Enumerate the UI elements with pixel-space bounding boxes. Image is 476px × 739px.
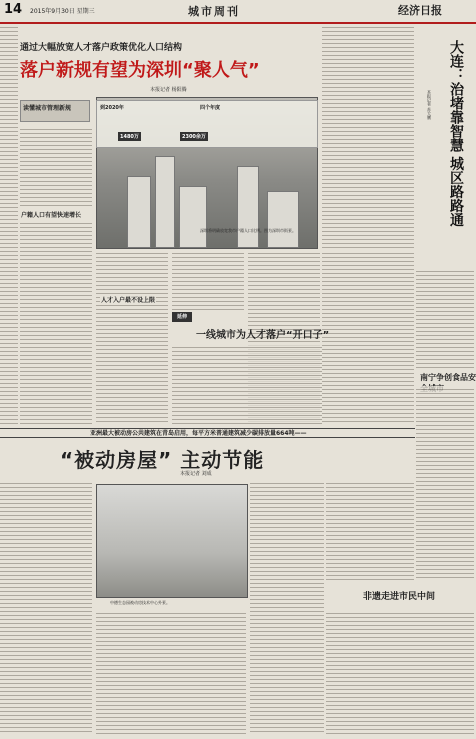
issue-date: 2015年9月30日 星期三 — [30, 8, 95, 15]
food-city-title: 南宁争创食品安 — [420, 373, 476, 382]
right-headline: 大连：治堵靠智慧 城区路路通 — [448, 40, 464, 227]
text-column-right — [322, 24, 414, 248]
bottom-headline: “被动房屋” 主动节能 — [60, 448, 265, 472]
lead-text-col2 — [96, 250, 168, 425]
stat-1: 1480万 — [120, 134, 139, 140]
infographic-label-1: 到2020年 — [100, 105, 124, 111]
right-text — [416, 268, 474, 368]
sidebar-title: 一线城市为人才落户“开口子” — [196, 330, 330, 341]
side-label: 读懂城市管理新规 — [20, 100, 90, 122]
lead-photo-caption: 深圳将明确放宽我市户籍人口比例。图为深圳市街景。 — [200, 228, 296, 233]
bottom-box-text — [326, 610, 474, 735]
bottom-text-col3 — [250, 480, 324, 735]
bottom-text-col2 — [96, 610, 246, 735]
section-title: 城市周刊 — [188, 5, 240, 18]
bottom-box-title: 非遗走进市民中间 — [362, 592, 435, 602]
right-byline: 本报记者 苏大鹏 — [427, 90, 432, 120]
subhead-1: 户籍人口有望快速增长 — [21, 212, 82, 219]
lead-text-col5 — [322, 250, 414, 425]
newspaper-logo: 经济日报 — [398, 4, 442, 17]
lead-text-col3 — [172, 250, 244, 310]
lead-headline: 落户新规有望为深圳“聚人气” — [20, 60, 260, 81]
passive-house-photo — [96, 484, 248, 598]
food-city-text — [416, 386, 474, 581]
bottom-photo-caption: 中德生态园被动房技术中心外景。 — [110, 600, 170, 605]
subhead-2: 人才入户最不设上限 — [101, 297, 156, 304]
lead-byline: 本报记者 杨阳腾 — [150, 87, 187, 93]
lead-text-intro — [20, 126, 92, 206]
stat-2: 2300余万 — [182, 134, 206, 140]
bottom-byline: 本报记者 刘成 — [180, 471, 212, 477]
bottom-text-col1 — [0, 480, 92, 735]
bottom-text-col4 — [326, 480, 414, 580]
page-number: 14 — [4, 2, 23, 17]
infographic-label-2: 四个年度 — [200, 105, 221, 111]
bottom-banner: 亚洲最大被动房公共建筑在青岛启用，每平方米普通建筑减少碳排放量664吨—— — [0, 428, 415, 438]
lead-kicker: 通过大幅放宽人才落户政策优化人口结构 — [20, 43, 183, 53]
lead-text-col1 — [20, 220, 92, 425]
sidebar-label: 延伸 — [172, 312, 192, 322]
sidebar-text — [172, 344, 322, 425]
text-column-left — [0, 24, 18, 424]
